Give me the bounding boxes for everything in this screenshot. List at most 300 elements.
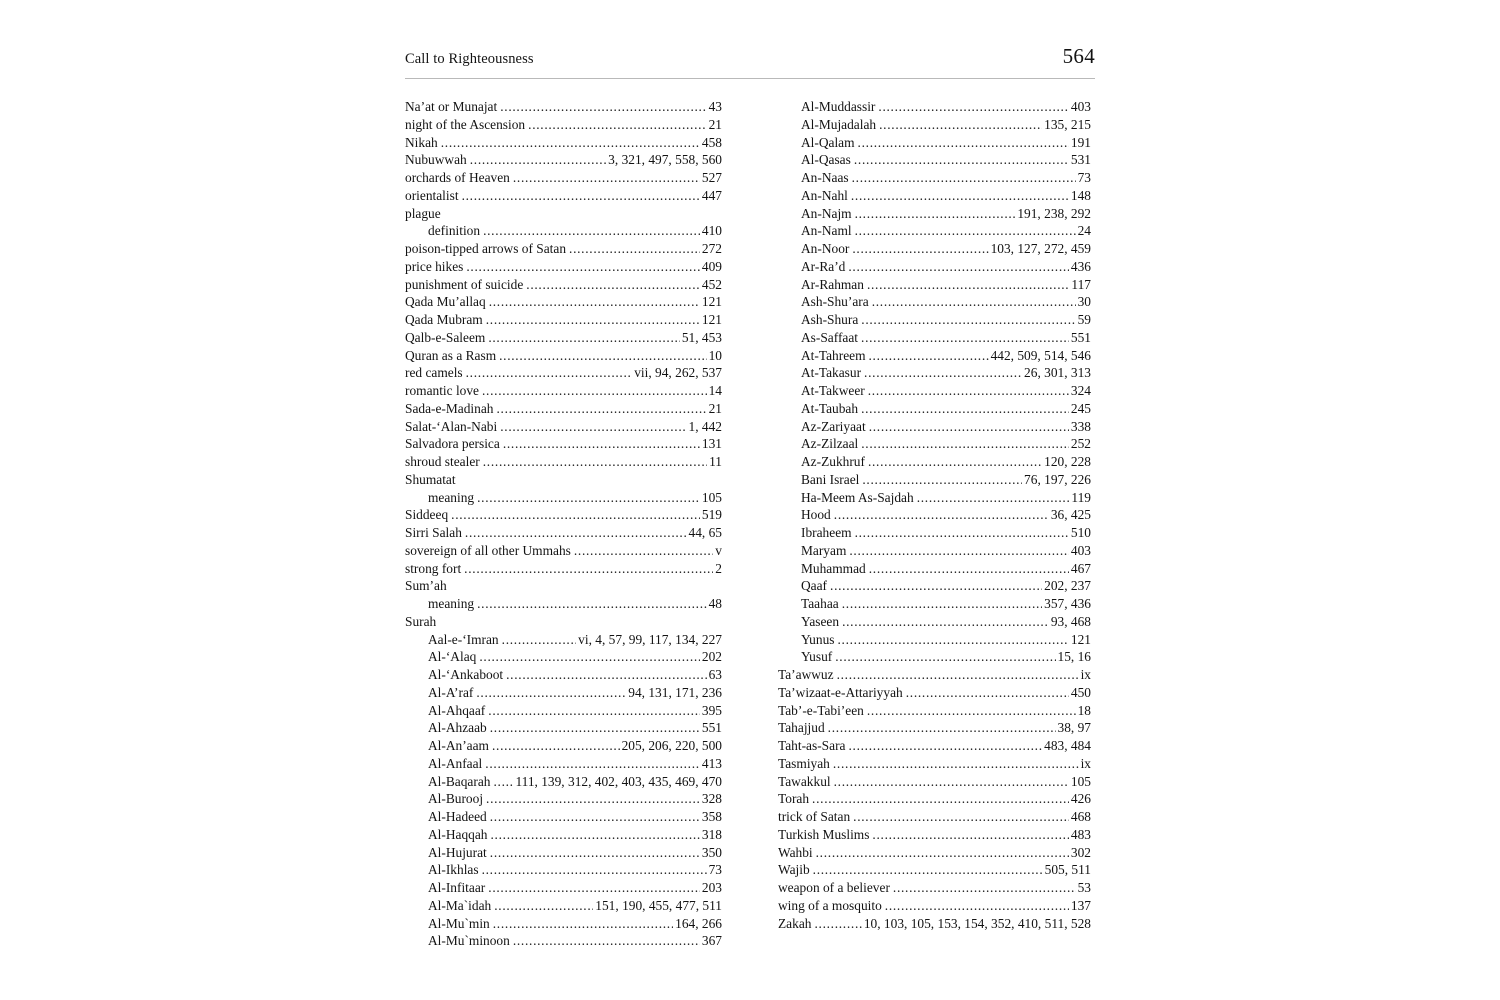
index-entry [778,844,1091,862]
index-entry [778,222,1091,240]
index-term: poison-tipped arrows of Satan [405,241,567,256]
dot-leader [814,915,861,933]
page-refs: 1, 442 [688,418,722,434]
dot-leader [833,755,1079,773]
index-term: Ar-Ra’d [801,258,846,274]
dot-leader [569,240,700,258]
index-entry [778,826,1091,844]
index-columns [405,98,1095,950]
page-refs: 53 [1077,880,1091,895]
index-term: Al-Qasas [801,152,851,168]
page-refs: 403 [1070,99,1091,114]
dot-leader [486,790,700,808]
page-refs: 510 [1070,525,1091,540]
dot-leader [493,773,513,791]
index-entry [778,702,1091,720]
index-entry [405,560,722,578]
dot-leader [848,737,1042,755]
page-refs: 458 [701,134,722,150]
index-term: An-Najm [801,205,852,221]
page-refs: 10, 103, 105, 153, 154, 352, 410, 511, 528 [863,915,1091,931]
dot-leader [479,648,700,666]
page-refs: 43 [708,99,722,114]
index-entry [405,311,722,329]
index-term: Salvadora persica [405,436,500,452]
index-entry [778,347,1091,365]
dot-leader [491,826,700,844]
index-term: Tab’-e-Tabi’een [778,702,864,718]
index-entry [778,240,1091,258]
dot-leader [462,187,700,205]
dot-leader [470,151,606,169]
index-entry [405,329,722,347]
page-refs: 51, 453 [681,329,722,345]
dot-leader [493,915,673,933]
page-refs: 18 [1077,702,1091,718]
dot-leader [497,400,707,418]
dot-leader [855,222,1076,240]
dot-leader [465,524,687,542]
index-entry [778,737,1091,755]
dot-leader [852,240,988,258]
index-entry [405,790,722,808]
page-refs: 410 [701,223,722,239]
index-entry [405,915,722,933]
index-entry [405,435,722,453]
page-refs: 24 [1077,223,1091,239]
page-refs: 121 [1070,631,1091,647]
page-refs: 105 [701,489,722,505]
index-term: Al-Burooj [428,791,484,807]
index-term: Yusuf [801,649,833,665]
page-refs: 450 [1070,684,1091,700]
index-term: Al-Ahzaab [428,720,487,736]
index-entry [405,773,722,791]
page-refs: 551 [701,720,722,736]
index-term: Al-A’raf [428,684,474,700]
page-refs: 191, 238, 292 [1017,205,1091,221]
index-term: Torah [778,791,810,807]
page-refs: 151, 190, 455, 477, 511 [595,897,722,913]
index-entry [778,897,1091,915]
index-entry [778,631,1091,649]
index-term: Ibraheem [801,525,852,540]
index-term: definition [428,223,481,239]
dot-leader [483,222,700,240]
index-entry [778,293,1091,311]
dot-leader [830,577,1042,595]
page-refs: 73 [1077,170,1091,185]
page-refs: 436 [1070,258,1091,274]
page-refs: 111, 139, 312, 402, 403, 435, 469, 470 [515,773,722,789]
page-refs: 148 [1070,187,1091,203]
page-refs: 63 [708,667,722,682]
index-entry [778,773,1091,791]
index-term: Hood [801,507,831,523]
index-entry [778,276,1091,294]
page-refs: 452 [701,276,722,292]
index-entry [778,506,1091,524]
dot-leader [906,684,1069,702]
page-refs: 191 [1070,134,1091,150]
dot-leader [879,116,1042,134]
index-entry [778,808,1091,826]
page-refs: 358 [701,809,722,824]
index-entry [778,648,1091,666]
dot-leader [816,844,1069,862]
index-term: Ha-Meem As-Sajdah [801,489,914,505]
dot-leader [477,595,707,613]
dot-leader [486,311,700,329]
index-term: Wajib [778,862,810,878]
index-group-heading [405,205,722,223]
dot-leader [490,844,700,862]
index-entry [778,489,1091,507]
index-entry [778,151,1091,169]
page-refs: 14 [708,383,722,398]
dot-leader [849,542,1069,560]
dot-leader [842,595,1042,613]
page-refs: 468 [1070,809,1091,824]
dot-leader [464,560,713,578]
dot-leader [513,932,700,950]
page-refs: 38, 97 [1057,720,1091,736]
page-refs: vii, 94, 262, 537 [634,365,722,381]
page-refs: 11 [709,454,722,469]
index-term: Al-Mu`min [428,915,490,931]
index-term: meaning [428,489,475,505]
dot-leader [489,293,700,311]
index-entry [405,151,722,169]
dot-leader [500,98,706,116]
dot-leader [513,169,700,187]
index-entry [778,666,1091,684]
dot-leader [834,506,1049,524]
page-refs: 26, 301, 313 [1024,365,1091,381]
page-refs: 21 [708,116,722,132]
dot-leader [528,116,706,134]
index-entry [405,755,722,773]
index-group-heading [405,613,722,631]
index-entry [778,560,1091,578]
index-term: Al-An’aam [428,738,489,753]
index-term: Qaaf [801,578,828,594]
index-entry [778,116,1091,134]
dot-leader [837,666,1079,684]
index-entry [778,134,1091,152]
index-term: Tahajjud [778,720,825,736]
dot-leader [834,773,1069,791]
page-refs: 302 [1070,844,1091,860]
page-refs: 413 [701,755,722,771]
index-entry [405,98,722,116]
dot-leader [485,755,700,773]
index-entry [405,116,722,134]
dot-leader [867,276,1069,294]
index-term: Al-Ahqaaf [428,702,486,718]
index-term: Az-Zariyaat [801,418,866,434]
index-term: Yunus [801,631,835,647]
page-refs: 202 [701,649,722,665]
dot-leader [878,98,1069,116]
index-entry [778,719,1091,737]
dot-leader [835,648,1055,666]
page-refs: ix [1080,755,1091,771]
dot-leader [855,205,1016,223]
index-entry [778,755,1091,773]
dot-leader [488,329,680,347]
index-term: Al-Qalam [801,134,855,150]
page-refs: 15, 16 [1057,649,1091,665]
index-entry [778,400,1091,418]
page-refs: 328 [701,791,722,807]
index-entry [405,276,722,294]
index-entry [405,222,722,240]
index-entry [778,205,1091,223]
index-entry [405,595,722,613]
page-refs: 103, 127, 272, 459 [990,241,1091,256]
page-refs: 467 [1070,560,1091,576]
dot-leader [917,489,1070,507]
dot-leader [852,169,1076,187]
index-entry [778,364,1091,382]
index-entry [778,98,1091,116]
index-term: An-Naas [801,170,849,185]
page-refs: 350 [701,844,722,860]
index-term: An-Nahl [801,187,848,203]
index-term: Tasmiyah [778,755,830,771]
index-entry [405,489,722,507]
index-term: Al-Hujurat [428,844,487,860]
index-term: punishment of suicide [405,276,524,292]
dot-leader [858,134,1069,152]
index-term: Yaseen [801,613,840,629]
index-entry [778,684,1091,702]
page-refs: 245 [1070,400,1091,416]
index-entry [405,684,722,702]
index-entry [405,897,722,915]
index-entry [405,702,722,720]
index-entry [405,400,722,418]
index-term: Ta’awwuz [778,667,834,682]
page-refs: 426 [1070,791,1091,807]
index-term: trick of Satan [778,809,851,824]
dot-leader [851,187,1069,205]
dot-leader [812,790,1069,808]
dot-leader [502,631,577,649]
index-column-left [405,98,722,950]
page-refs: 531 [1070,152,1091,168]
index-term: Ta’wizaat-e-Attariyyah [778,684,903,700]
dot-leader [861,435,1069,453]
dot-leader [488,702,700,720]
index-group-heading [405,577,722,595]
dot-leader [477,489,700,507]
index-term: Al-Muddassir [801,99,876,114]
page-refs: 94, 131, 171, 236 [628,684,722,700]
dot-leader [842,613,1049,631]
page-refs: 73 [708,862,722,878]
index-term: Al-Infitaar [428,880,486,895]
index-term: Nubuwwah [405,152,467,168]
index-entry [405,506,722,524]
page-refs: 2 [715,560,722,576]
page-refs: 76, 197, 226 [1024,471,1091,487]
index-entry [405,524,722,542]
index-entry [778,879,1091,897]
index-term: Qada Mu’allaq [405,294,486,310]
index-entry [405,844,722,862]
dot-leader [854,151,1069,169]
index-entry [778,861,1091,879]
index-entry [778,329,1091,347]
index-term: Az-Zilzaal [801,436,859,452]
index-entry [405,453,722,471]
index-entry [405,737,722,755]
dot-leader [506,666,706,684]
index-term: Qalb-e-Saleem [405,329,486,345]
dot-leader [466,364,633,382]
page-refs: 483, 484 [1044,738,1091,753]
index-entry [778,613,1091,631]
page-refs: 403 [1070,542,1091,558]
index-entry [405,347,722,365]
index-term: As-Saffaat [801,329,859,345]
index-entry [405,418,722,436]
page-refs: 324 [1070,383,1091,398]
index-term: Aal-e-‘Imran [428,631,499,647]
index-entry [778,915,1091,933]
page-refs: 59 [1077,312,1091,327]
index-term: Ash-Shura [801,312,859,327]
index-term: orientalist [405,187,459,203]
page-refs: 3, 321, 497, 558, 560 [608,152,722,168]
page-refs: 30 [1077,294,1091,310]
dot-leader [869,560,1069,578]
index-term: Quran as a Rasm [405,347,497,363]
page-refs: 121 [701,312,722,327]
dot-leader [868,382,1069,400]
index-term: Ar-Rahman [801,276,864,292]
index-term: An-Naml [801,223,852,239]
index-entry [405,719,722,737]
page-refs: vi, 4, 57, 99, 117, 134, 227 [578,631,722,647]
index-entry [778,471,1091,489]
index-term: red camels [405,365,463,381]
dot-leader [441,134,700,152]
index-entry [778,524,1091,542]
dot-leader [574,542,713,560]
index-entry [405,258,722,276]
page-refs: 105 [1070,773,1091,789]
index-term: Wahbi [778,844,813,860]
index-term: Al-Haqqah [428,826,488,842]
index-term: Al-Mujadalah [801,116,877,132]
index-term: Taahaa [801,596,839,611]
index-term: strong fort [405,560,462,576]
index-entry [405,808,722,826]
dot-leader [494,897,593,915]
dot-leader [864,364,1022,382]
index-term: Muhammad [801,560,866,576]
dot-leader [828,719,1056,737]
index-term: Salat-‘Alan-Nabi [405,418,498,434]
index-group-heading [405,471,722,489]
index-term: Al-‘Alaq [428,649,477,665]
dot-leader [499,347,707,365]
page-refs: 519 [701,507,722,523]
dot-leader [526,276,700,294]
index-entry [778,418,1091,436]
index-term: At-Takasur [801,365,862,381]
index-entry [778,790,1091,808]
dot-leader [861,329,1069,347]
page-refs: 527 [701,170,722,185]
index-term: meaning [428,596,475,611]
index-entry [405,631,722,649]
dot-leader [492,737,620,755]
index-term: romantic love [405,383,479,398]
dot-leader [500,418,686,436]
index-term: Ash-Shu’ara [801,294,869,310]
page-refs: 117 [1071,276,1091,292]
index-term: Turkish Muslims [778,826,870,842]
index-term: At-Taubah [801,400,859,416]
dot-leader [482,382,707,400]
index-entry [778,542,1091,560]
index-entry [778,453,1091,471]
index-term: Al-Hadeed [428,809,487,824]
index-term: Al-‘Ankaboot [428,667,504,682]
index-term: At-Takweer [801,383,865,398]
index-term: Nikah [405,134,438,150]
dot-leader [476,684,626,702]
index-entry [778,187,1091,205]
page-refs: 10 [708,347,722,363]
index-term: At-Tahreem [801,347,866,363]
index-entry [405,169,722,187]
dot-leader [490,808,700,826]
index-entry [405,861,722,879]
index-term: Sirri Salah [405,525,462,540]
index-term: Surah [405,613,437,629]
page-refs: 505, 511 [1044,862,1091,878]
index-term: An-Noor [801,241,850,256]
page-refs: 121 [701,294,722,310]
page-refs: 318 [701,826,722,842]
index-term: plague [405,205,441,221]
page-refs: 21 [708,400,722,416]
index-term: Bani Israel [801,471,860,487]
page-refs: 205, 206, 220, 500 [621,738,722,753]
dot-leader [848,258,1069,276]
index-entry [405,542,722,560]
page-refs: 93, 468 [1050,613,1091,629]
page-refs: 137 [1070,897,1091,913]
dot-leader [855,524,1069,542]
dot-leader [466,258,700,276]
page-refs: 409 [701,258,722,274]
dot-leader [488,879,700,897]
page-refs: ix [1080,667,1091,682]
index-entry [405,932,722,950]
index-term: Az-Zukhruf [801,454,865,469]
page-refs: 357, 436 [1044,596,1091,611]
page-refs: 367 [701,933,722,949]
index-term: Zakah [778,915,812,931]
index-entry [405,879,722,897]
index-entry [778,577,1091,595]
